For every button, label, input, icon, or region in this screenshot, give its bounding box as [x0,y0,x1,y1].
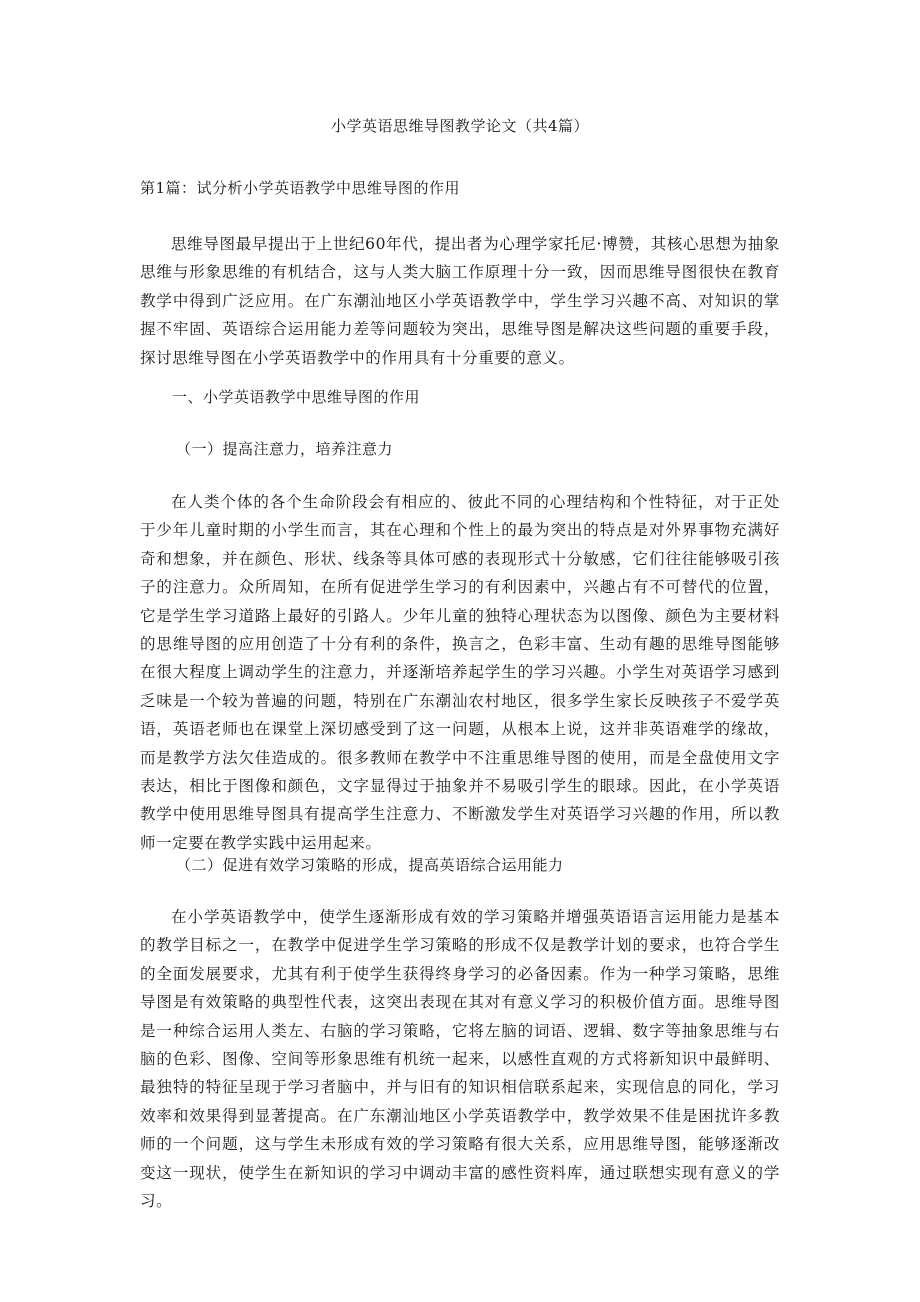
section-title: 第1篇：试分析小学英语教学中思维导图的作用 [140,179,461,197]
heading-level-2-attention: （一）提高注意力，培养注意力 [176,440,394,458]
heading-level-1: 一、小学英语教学中思维导图的作用 [172,388,421,406]
document-title: 小学英语思维导图教学论文（共4篇） [330,117,590,135]
paragraph-attention: 在人类个体的各个生命阶段会有相应的、彼此不同的心理结构和个性特征，对于正处于少年儿童时期的小学生而言，其在心理和个性上的最为突出的特点是对外界事物充满好奇和想象，并在颜色、形状、线条等具体可感的表现形式十分敏感，它们往往能够吸引孩子的注意力。众所周知，在所有促进学生学习的有利因素中，兴趣占有不可替代的位置，它是学生学习道路上最好的引路人。少年儿童的独特心理状态为以图像、颜色为主要材料的思维导图的应用创造了十分有利的条件，换言之，色彩丰富、生动有趣的思维导图能够在很大程度上调动学生的注意力，并逐渐培养起学生的学习兴趣。小学生对英语学习感到乏味是一个较为普遍的问题，特别在广东潮汕农村地区，很多学生家长反映孩子不爱学英语，英语老师也在课堂上深切感受到了这一问题，从根本上说，这并非英语难学的缘故，而是教学方法欠佳造成的。很多教师在教学中不注重思维导图的使用，而是全盘使用文字表达，相比于图像和颜色，文字显得过于抽象并不易吸引学生的眼球。因此，在小学英语教学中使用思维导图具有提高学生注意力、不断激发学生对英语学习兴趣的作用，所以教师一定要在教学实践中运用起来。 [140,493,780,852]
heading-level-2-strategy: （二）促进有效学习策略的形成，提高英语综合运用能力 [176,856,564,874]
paragraph-strategy: 在小学英语教学中，使学生逐渐形成有效的学习策略并增强英语语言运用能力是基本的教学目标之一，在教学中促进学生学习策略的形成不仅是教学计划的要求，也符合学生的全面发展要求，尤其有利于使学生获得终身学习的必备因素。作为一种学习策略，思维导图是有效策略的典型性代表，这突出表现在其对有意义学习的积极价值方面。思维导图是一种综合运用人类左、右脑的学习策略，它将左脑的词语、逻辑、数字等抽象思维与右脑的色彩、图像、空间等形象思维有机统一起来，以感性直观的方式将新知识中最鲜明、最独特的特征呈现于学习者脑中，并与旧有的知识相信联系起来，实现信息的同化，学习效率和效果得到显著提高。在广东潮汕地区小学英语教学中，教学效果不佳是困扰许多教师的一个问题，这与学生未形成有效的学习策略有很大关系，应用思维导图，能够逐渐改变这一现状，使学生在新知识的学习中调动丰富的感性资料库，通过联想实现有意义的学习。 [140,908,780,1211]
paragraph-intro: 思维导图最早提出于上世纪60年代，提出者为心理学家托尼·博赞，其核心思想为抽象思维与形象思维的有机结合，这与人类大脑工作原理十分一致，因而思维导图很快在教育教学中得到广泛应用。在广东潮汕地区小学英语教学中，学生学习兴趣不高、对知识的掌握不牢固、英语综合运用能力差等问题较为突出，思维导图是解决这些问题的重要手段，探讨思维导图在小学英语教学中的作用具有十分重要的意义。 [140,235,780,367]
